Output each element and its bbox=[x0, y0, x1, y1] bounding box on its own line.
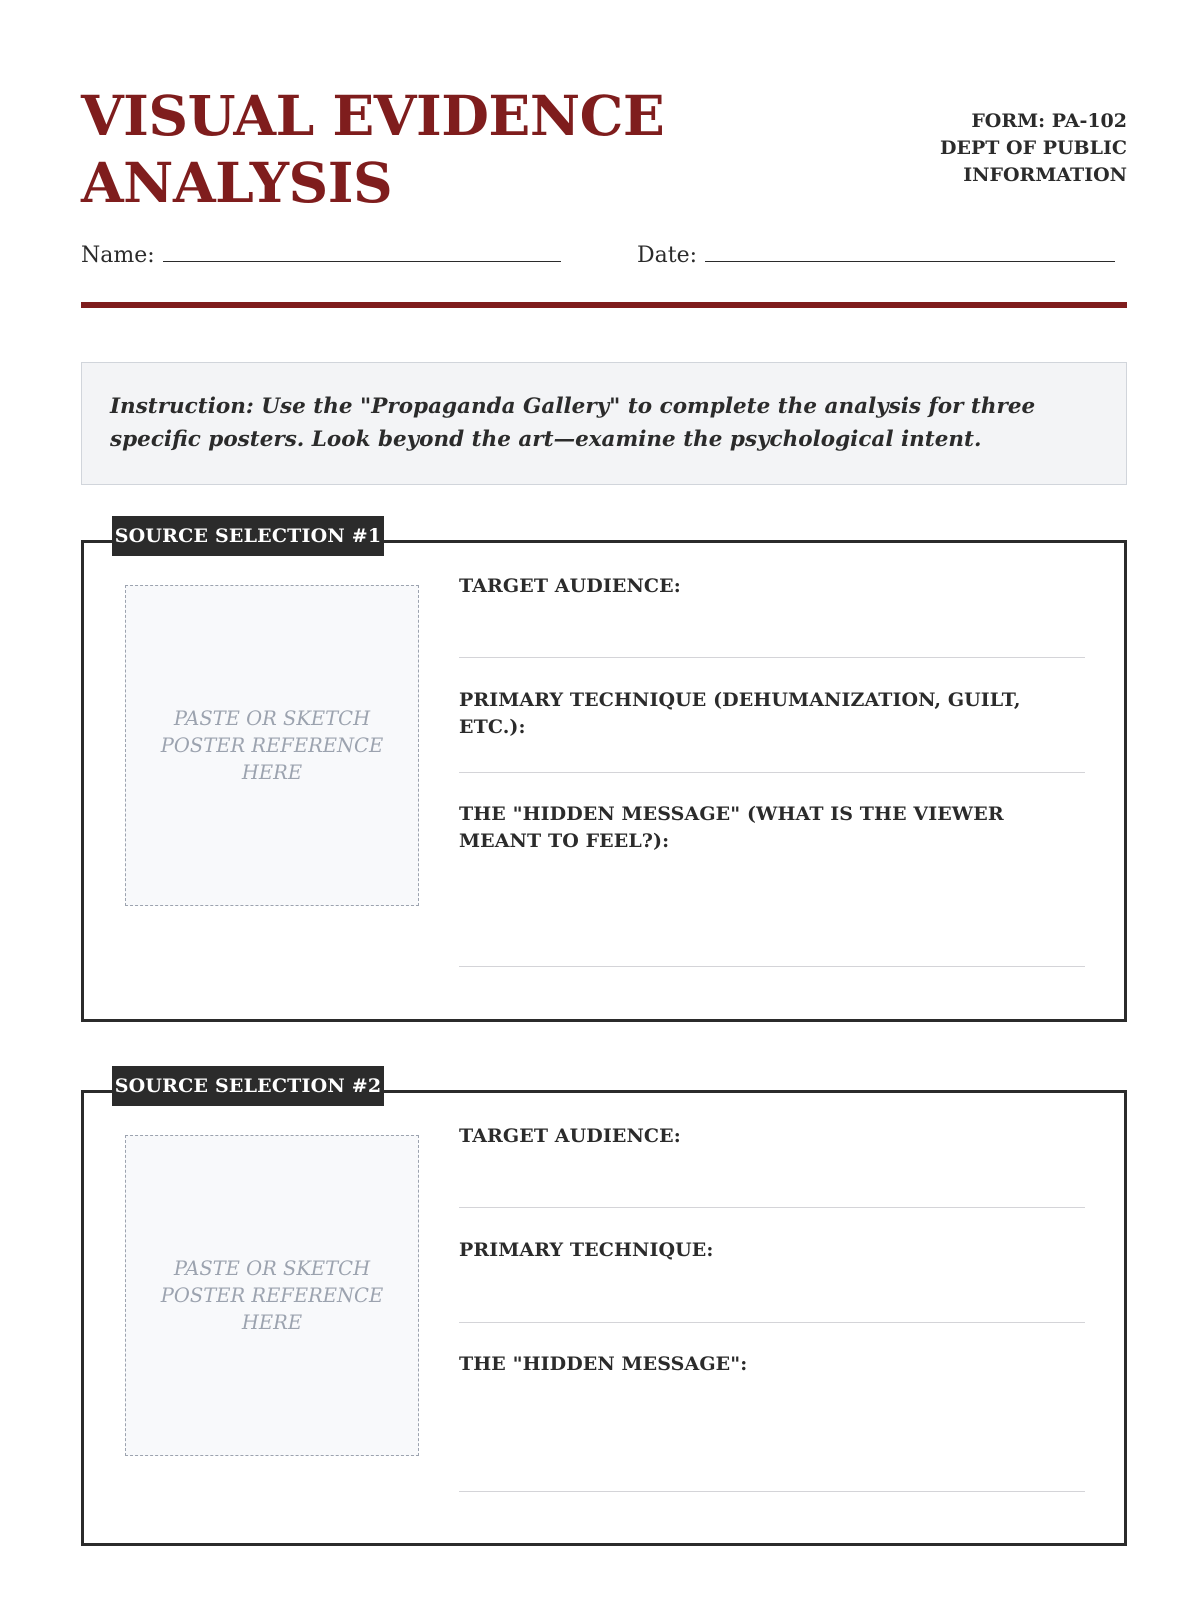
source-selection-label: SOURCE SELECTION #2 bbox=[112, 1066, 384, 1106]
field-label: TARGET AUDIENCE: bbox=[459, 1125, 681, 1147]
name-row bbox=[81, 243, 561, 268]
date-row bbox=[637, 243, 1115, 268]
form-code: FORM: PA-102 bbox=[971, 110, 1127, 132]
field-label: PRIMARY TECHNIQUE (DEHUMANIZATION, GUILT, ETC.): bbox=[459, 689, 1021, 738]
hidden-message-field[interactable] bbox=[459, 1351, 1085, 1492]
date-field[interactable] bbox=[705, 243, 1115, 262]
field-label: PRIMARY TECHNIQUE: bbox=[459, 1239, 714, 1261]
source-selection-card bbox=[81, 525, 1127, 1022]
date-label: Date: bbox=[637, 243, 698, 268]
target-audience-field[interactable] bbox=[459, 573, 1085, 658]
header-divider bbox=[81, 302, 1127, 308]
department-name: DEPT OF PUBLIC INFORMATION bbox=[940, 137, 1127, 186]
target-audience-field[interactable] bbox=[459, 1123, 1085, 1208]
name-field[interactable] bbox=[163, 243, 561, 262]
name-label: Name: bbox=[81, 243, 155, 268]
source-selection-label: SOURCE SELECTION #1 bbox=[112, 516, 384, 556]
source-selection-card bbox=[81, 1075, 1127, 1546]
field-label: THE "HIDDEN MESSAGE": bbox=[459, 1353, 748, 1375]
poster-placeholder-text: PASTE OR SKETCH POSTER REFERENCE HERE bbox=[160, 707, 384, 784]
instruction-box: Instruction: Use the "Propaganda Gallery" to complete the analysis for three specific posters. Look beyond the art—examine the psychological intent. bbox=[81, 362, 1127, 485]
primary-technique-field[interactable] bbox=[459, 687, 1085, 773]
poster-reference-box[interactable] bbox=[125, 585, 419, 906]
form-meta bbox=[867, 108, 1127, 189]
field-label: TARGET AUDIENCE: bbox=[459, 575, 681, 597]
primary-technique-field[interactable] bbox=[459, 1237, 1085, 1323]
hidden-message-field[interactable] bbox=[459, 801, 1085, 967]
poster-reference-box[interactable] bbox=[125, 1135, 419, 1456]
field-label: THE "HIDDEN MESSAGE" (WHAT IS THE VIEWER MEANT TO FEEL?): bbox=[459, 803, 1004, 852]
page-title: VISUAL EVIDENCE ANALYSIS bbox=[81, 83, 665, 215]
poster-placeholder-text: PASTE OR SKETCH POSTER REFERENCE HERE bbox=[160, 1257, 384, 1334]
